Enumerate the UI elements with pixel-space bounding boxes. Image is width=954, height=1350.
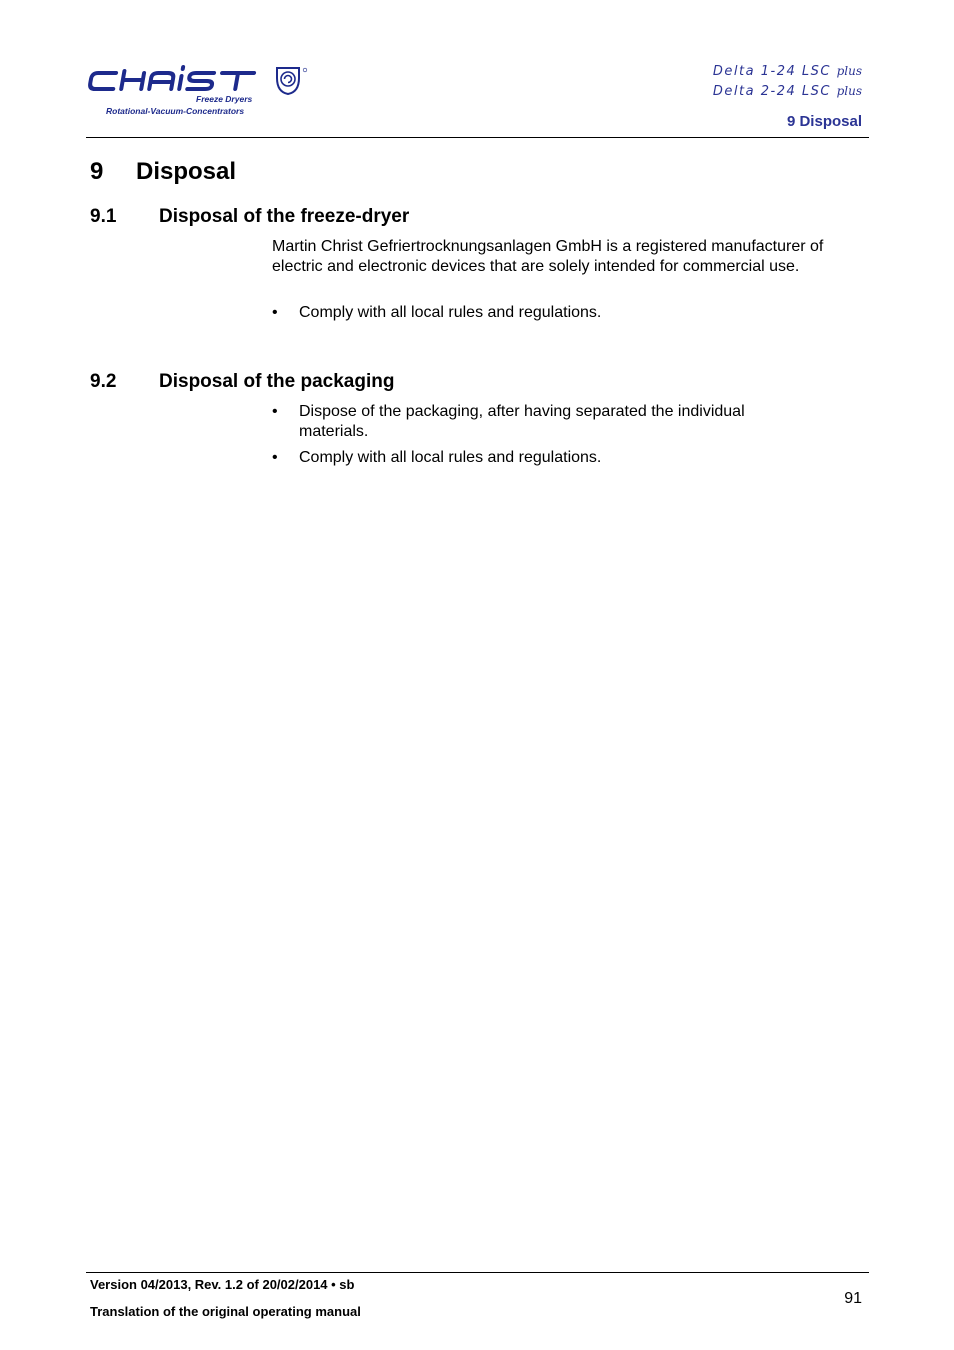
list-item-text: Comply with all local rules and regulations. (299, 449, 602, 466)
page-number: 91 (844, 1290, 862, 1307)
chapter-heading (90, 158, 236, 186)
model-line-2-suffix: plus (836, 84, 862, 98)
header-divider (86, 137, 869, 138)
list-item-text: Dispose of the packaging, after having separated the individual materials. (299, 403, 745, 440)
section-9-1-paragraph: Martin Christ Gefriertrocknungsanlagen GmbH is a registered manufacturer of electric and electronic devices that are solely intended for commercial use. (272, 238, 824, 275)
model-line-1-name: Delta 1-24 LSC (712, 64, 831, 79)
list-item-text: Comply with all local rules and regulations. (299, 304, 602, 321)
list-item (272, 402, 812, 442)
section-heading-9-1 (90, 206, 409, 228)
section-heading-9-2 (90, 371, 394, 393)
header-section-label: 9 Disposal (786, 113, 862, 130)
section-title: Disposal of the packaging (159, 371, 395, 392)
footer-translation-note: Translation of the original operating manual (90, 1304, 361, 1319)
logo-subtitle-freeze-dryers: Freeze Dryers (196, 94, 253, 104)
chapter-title: Disposal (136, 158, 237, 185)
chapter-number: 9 (90, 158, 104, 185)
bullet-mark: • (272, 304, 278, 321)
section-number: 9.1 (90, 206, 117, 227)
christ-wordmark (88, 62, 268, 96)
bullet-mark: • (272, 403, 278, 420)
section-title: Disposal of the freeze-dryer (159, 206, 410, 227)
bullet-mark: • (272, 449, 278, 466)
christ-spiral-icon (274, 66, 308, 96)
model-line-1-suffix: plus (836, 64, 862, 78)
model-line-2-name: Delta 2-24 LSC (712, 84, 831, 99)
model-line-1 (713, 64, 862, 79)
footer-version: Version 04/2013, Rev. 1.2 of 20/02/2014 • sb (90, 1277, 355, 1292)
section-number: 9.2 (90, 371, 117, 392)
christ-logo (88, 62, 318, 122)
list-item (272, 448, 864, 468)
list-item (272, 303, 864, 323)
footer-divider (86, 1272, 869, 1273)
model-line-2 (713, 84, 862, 99)
logo-subtitle-rvc: Rotational-Vacuum-Concentrators (106, 106, 245, 116)
